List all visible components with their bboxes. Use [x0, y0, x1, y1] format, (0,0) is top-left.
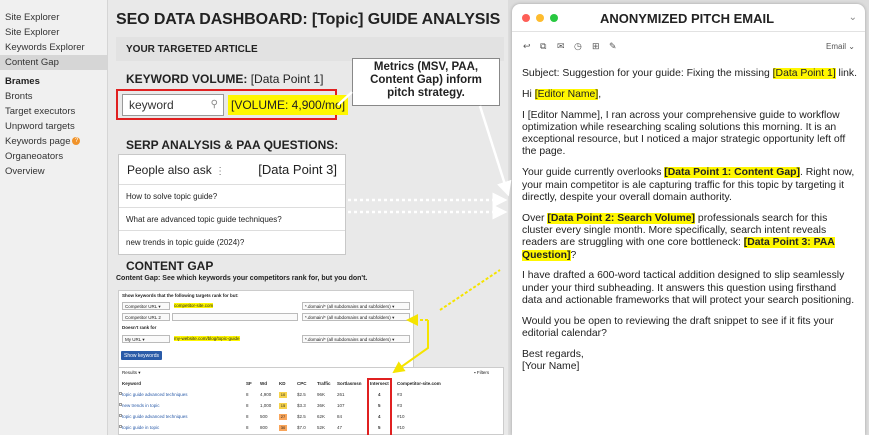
- paa-question[interactable]: What are advanced topic guide techniques?: [119, 208, 345, 231]
- dashboard-title: SEO DATA DASHBOARD: [Topic] GUIDE ANALYSIS: [116, 11, 501, 28]
- paa-question-highlight: [Data Point 3: PAA Question]: [522, 237, 835, 261]
- my-url-value: my-website.com/blog/topic-guide: [174, 336, 240, 341]
- select-value: Competitor URL: [125, 304, 158, 309]
- table-cell: $2.5: [297, 392, 306, 397]
- table-cell: #3: [397, 403, 403, 408]
- mode-value: *.domain/* (all subdomains and subfolders): [305, 304, 391, 309]
- mail-icon[interactable]: ✉: [557, 41, 565, 51]
- results-column-header[interactable]: Traffic: [317, 381, 331, 386]
- paa-question[interactable]: How to solve topic guide?: [119, 185, 345, 208]
- greeting-suffix: ,: [598, 88, 602, 100]
- keyword-link[interactable]: topic guide in topic: [122, 425, 160, 430]
- table-cell: 500: [260, 414, 268, 419]
- show-keywords-label: Show keywords that the following targets rank for but:: [122, 293, 239, 298]
- select-value: My URL: [125, 337, 142, 342]
- mode-value: *.domain/* (all subdomains and subfolders): [305, 337, 391, 342]
- table-cell: 62K: [317, 414, 326, 419]
- table-cell: $7.0: [297, 425, 306, 430]
- doesnt-rank-label: Doesn't rank for: [122, 325, 157, 330]
- row-checkbox[interactable]: [119, 392, 122, 395]
- results-table: [118, 367, 504, 435]
- my-url-field[interactable]: [172, 335, 298, 343]
- results-column-header[interactable]: Keyword: [122, 381, 142, 386]
- keyword-input-value: keyword: [129, 98, 174, 112]
- results-column-header[interactable]: Sortlasmsn: [337, 381, 362, 386]
- table-cell: #10: [397, 414, 405, 419]
- table-cell: 27: [280, 414, 286, 419]
- clock-icon[interactable]: ◷: [574, 41, 582, 51]
- results-column-header[interactable]: SF: [246, 381, 252, 386]
- serp-heading: SERP ANALYSIS & PAA QUESTIONS:: [126, 138, 339, 152]
- email-paragraph-5: Would you be open to reviewing the draft snippet to see if it fits your editorial calendar?: [522, 315, 834, 340]
- email-subject: [522, 68, 858, 80]
- sidebar-item-label: Target executors: [5, 105, 76, 117]
- mode-select-2[interactable]: [302, 313, 410, 321]
- competitor-select-2[interactable]: [122, 313, 170, 321]
- edit-icon[interactable]: ✎: [609, 41, 617, 51]
- results-label[interactable]: Results ▾: [122, 370, 141, 375]
- table-cell: 8: [246, 403, 249, 408]
- filters-label: Filters: [476, 370, 490, 375]
- chevron-down-icon: ▾: [392, 337, 395, 342]
- table-cell: 36K: [317, 403, 326, 408]
- sidebar-item-label: Site Explorer: [5, 11, 60, 23]
- table-cell: 84: [337, 414, 343, 419]
- help-icon[interactable]: ?: [72, 137, 80, 145]
- results-column-header[interactable]: CPC: [297, 381, 307, 386]
- table-cell: 10: [280, 392, 286, 397]
- chevron-down-icon[interactable]: ⌄: [848, 12, 857, 23]
- intersect-red-outline: [367, 378, 392, 435]
- metrics-callout: Metrics (MSV, PAA, Content Gap) inform pitch strategy.: [352, 58, 500, 106]
- results-column-header[interactable]: KD: [279, 381, 286, 386]
- table-cell: 5: [378, 403, 381, 408]
- table-cell: #10: [397, 425, 405, 430]
- table-cell: 107: [337, 403, 345, 408]
- table-cell: 30: [280, 425, 286, 430]
- subject-highlight: [Data Point 1]: [772, 68, 836, 79]
- volume-highlight: [VOLUME: 4,900/mo]: [228, 95, 348, 115]
- p3-text-c: ?: [570, 249, 577, 261]
- sidebar: [0, 0, 108, 435]
- signature-name: [Your Name]: [522, 361, 580, 373]
- sidebar-item[interactable]: [0, 134, 107, 149]
- p2-text-b: . Right now, your main competitor is ale capturing traffic for this topic by targeting it directly, despite your overall domain authority.: [522, 167, 855, 203]
- sidebar-item-label: Unpword targets: [5, 120, 75, 132]
- table-cell: 1,000: [260, 403, 272, 408]
- chevron-down-icon: ▾: [392, 315, 395, 320]
- p2-text-a: Your guide currently overlooks: [522, 167, 665, 179]
- my-url-select[interactable]: [122, 335, 170, 343]
- email-body[interactable]: [522, 68, 858, 373]
- results-column-header[interactable]: Intersect: [370, 381, 389, 386]
- archive-icon[interactable]: ⊞: [592, 41, 600, 51]
- editor-name-highlight: [Editor Name]: [534, 88, 599, 100]
- sidebar-item[interactable]: [0, 10, 107, 25]
- email-title: ANONYMIZED PITCH EMAIL: [599, 11, 775, 26]
- sidebar-item-label: Overview: [5, 165, 45, 177]
- email-dropdown[interactable]: Email ⌄: [826, 42, 855, 51]
- email-paragraph-4: I have drafted a 600-word tactical addition designed to slip seamlessly under your third subheading. It answers this question using firsthand data and actionable frameworks that will protect your search positioning.: [522, 270, 855, 306]
- email-window: [512, 4, 865, 435]
- paa-title-text: People also ask: [127, 162, 212, 177]
- more-icon[interactable]: ⋮: [215, 165, 226, 177]
- table-cell: 47: [337, 425, 343, 430]
- greeting-text: Hi: [522, 88, 535, 100]
- sidebar-item[interactable]: [0, 164, 107, 179]
- table-cell: 4,900: [260, 392, 272, 397]
- show-keywords-button[interactable]: Show keywords: [121, 351, 162, 360]
- chevron-down-icon: ▾: [142, 337, 145, 342]
- paa-header: [119, 155, 345, 185]
- targeted-article-heading: YOUR TARGETED ARTICLE: [126, 44, 258, 55]
- p3-text-b: professionals search for this cluster every single month. More specifically, search intent reveals readers are struggling with one core bottleneck:: [522, 212, 828, 249]
- email-titlebar: [512, 4, 865, 32]
- filters-button[interactable]: ▪ Filters: [474, 370, 490, 375]
- subject-text: Subject: Suggestion for your guide: Fixing the missing: [522, 68, 773, 79]
- sidebar-item[interactable]: [0, 25, 107, 40]
- minimize-dot[interactable]: [536, 14, 544, 22]
- sidebar-item[interactable]: [0, 104, 107, 119]
- keyword-link[interactable]: topic guide advanced techniques: [122, 414, 188, 419]
- search-volume-highlight: [Data Point 2: Search Volume]: [547, 212, 696, 224]
- table-cell: 4: [378, 392, 381, 397]
- reply-icon[interactable]: ↩: [523, 41, 531, 51]
- sidebar-item[interactable]: [0, 40, 107, 55]
- attach-icon[interactable]: ⧉: [540, 41, 547, 51]
- sidebar-item[interactable]: [0, 55, 107, 70]
- sidebar-item[interactable]: [0, 74, 107, 89]
- row-checkbox[interactable]: [119, 414, 122, 417]
- keyword-link[interactable]: topic guide advanced techniques: [122, 392, 188, 397]
- table-cell: 800: [260, 425, 268, 430]
- email-toolbar: [512, 40, 865, 56]
- results-column-header[interactable]: Competitor-site.com: [397, 381, 441, 386]
- keyword-volume-heading: [126, 72, 323, 86]
- maximize-dot[interactable]: [550, 14, 558, 22]
- sidebar-item[interactable]: [0, 149, 107, 164]
- sidebar-item-label: Bronts: [5, 90, 33, 102]
- keyword-link[interactable]: new trends in topic: [122, 403, 160, 408]
- chevron-down-icon: ▾: [392, 304, 395, 309]
- paa-title: [127, 163, 225, 177]
- keyword-volume-dp: [Data Point 1]: [250, 72, 324, 86]
- sidebar-item-label: Content Gap: [5, 56, 59, 68]
- email-signoff: [522, 349, 858, 374]
- subject-suffix: link.: [835, 68, 858, 79]
- table-cell: 15: [280, 403, 286, 408]
- keyword-volume-label: KEYWORD VOLUME:: [126, 72, 248, 86]
- close-dot[interactable]: [522, 14, 530, 22]
- sidebar-item[interactable]: [0, 89, 107, 104]
- table-cell: 5: [378, 425, 381, 430]
- email-paragraph-2: [522, 167, 858, 204]
- mode-value: *.domain/* (all subdomains and subfolders): [305, 315, 391, 320]
- mode-select-1[interactable]: [302, 302, 410, 310]
- table-cell: $2.5: [297, 414, 306, 419]
- row-checkbox[interactable]: [119, 425, 122, 428]
- competitor-url-value: competitor-site.com: [174, 303, 214, 308]
- competitor-url-1[interactable]: [172, 302, 298, 310]
- table-cell: $3.3: [297, 403, 306, 408]
- sidebar-item-label: Keywords Explorer: [5, 41, 85, 53]
- select-value: Competitor URL 2: [125, 315, 161, 320]
- table-cell: 261: [337, 392, 345, 397]
- table-cell: 96K: [317, 392, 326, 397]
- results-column-header[interactable]: Wd: [260, 381, 267, 386]
- row-checkbox[interactable]: [119, 403, 122, 406]
- table-cell: 8: [246, 414, 249, 419]
- table-cell: 52K: [317, 425, 326, 430]
- content-gap-highlight: [Data Point 1: Content Gap]: [664, 167, 800, 179]
- paa-question[interactable]: new trends in topic guide (2024)?: [126, 238, 245, 247]
- email-paragraph-3: [522, 213, 858, 262]
- competitor-url-2[interactable]: [172, 313, 298, 321]
- mode-select-3[interactable]: [302, 335, 410, 343]
- p3-text-a: Over: [522, 212, 548, 224]
- search-icon[interactable]: ⚲: [210, 99, 218, 110]
- signoff-text: Best regards,: [522, 348, 584, 360]
- competitor-select-1[interactable]: [122, 302, 170, 310]
- sidebar-item-label: Organeoators: [5, 150, 64, 162]
- table-cell: #3: [397, 392, 403, 397]
- sidebar-item[interactable]: [0, 119, 107, 134]
- paa-data-point: [Data Point 3]: [258, 162, 337, 177]
- content-gap-subtitle: Content Gap: See which keywords your competitors rank for, but you don't.: [116, 275, 368, 282]
- sidebar-item-label: Brames: [5, 75, 40, 87]
- email-paragraph-1: I [Editor Namme], I ran across your comprehensive guide to workflow optimization while researching scaling solutions this morning. It is an exceptional resource, but I noticed a major strategic opportunity left off the page.: [522, 109, 846, 158]
- results-label-text: Results: [122, 370, 138, 375]
- email-dropdown-label: Email: [826, 42, 847, 51]
- table-cell: 8: [246, 425, 249, 430]
- sidebar-item-label: Site Explorer: [5, 26, 60, 38]
- sidebar-item-label: Keywords page: [5, 135, 71, 147]
- table-cell: 4: [378, 414, 381, 419]
- content-gap-heading: CONTENT GAP: [126, 259, 214, 273]
- email-greeting: [522, 89, 858, 101]
- paa-box: [118, 154, 346, 255]
- table-cell: 8: [246, 392, 249, 397]
- chevron-down-icon: ▾: [158, 304, 161, 309]
